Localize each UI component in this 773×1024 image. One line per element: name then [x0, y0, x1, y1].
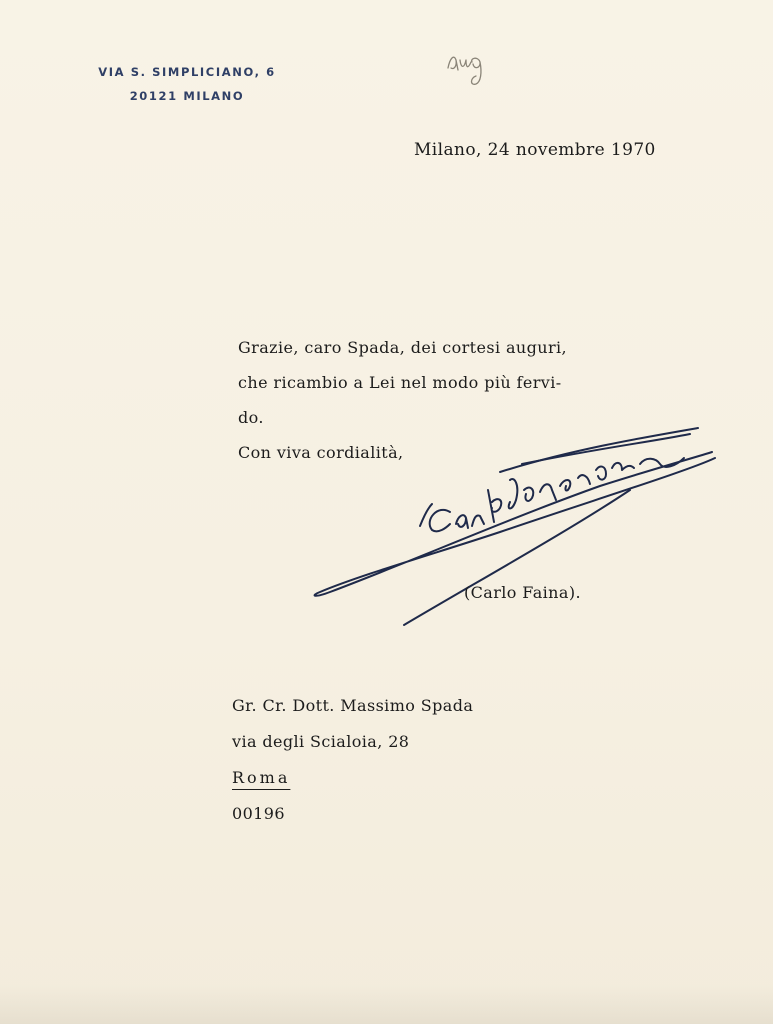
handwritten-signature	[300, 420, 730, 640]
body-line: che ricambio a Lei nel modo più fervi-	[238, 373, 562, 392]
body-line: Grazie, caro Spada, dei cortesi auguri,	[238, 338, 568, 357]
body-line: Con viva cordialità,	[238, 443, 404, 462]
letterhead	[82, 60, 292, 108]
recipient-street: via degli Scialoia, 28	[232, 732, 410, 751]
letterhead-address-line: VIA S. SIMPLICIANO, 6	[98, 65, 276, 79]
recipient-name: Gr. Cr. Dott. Massimo Spada	[232, 696, 474, 715]
pencil-annotation	[440, 38, 510, 98]
signer-name: (Carlo Faina).	[464, 583, 581, 602]
paper-edge-shadow	[0, 984, 773, 1024]
letterhead-city-line: 20121 MILANO	[129, 89, 245, 103]
body-line: do.	[238, 408, 264, 427]
recipient-city: Roma	[232, 768, 291, 787]
recipient-address	[232, 688, 473, 832]
letter-date: Milano, 24 novembre 1970	[414, 140, 656, 160]
recipient-postcode: 00196	[232, 804, 285, 823]
